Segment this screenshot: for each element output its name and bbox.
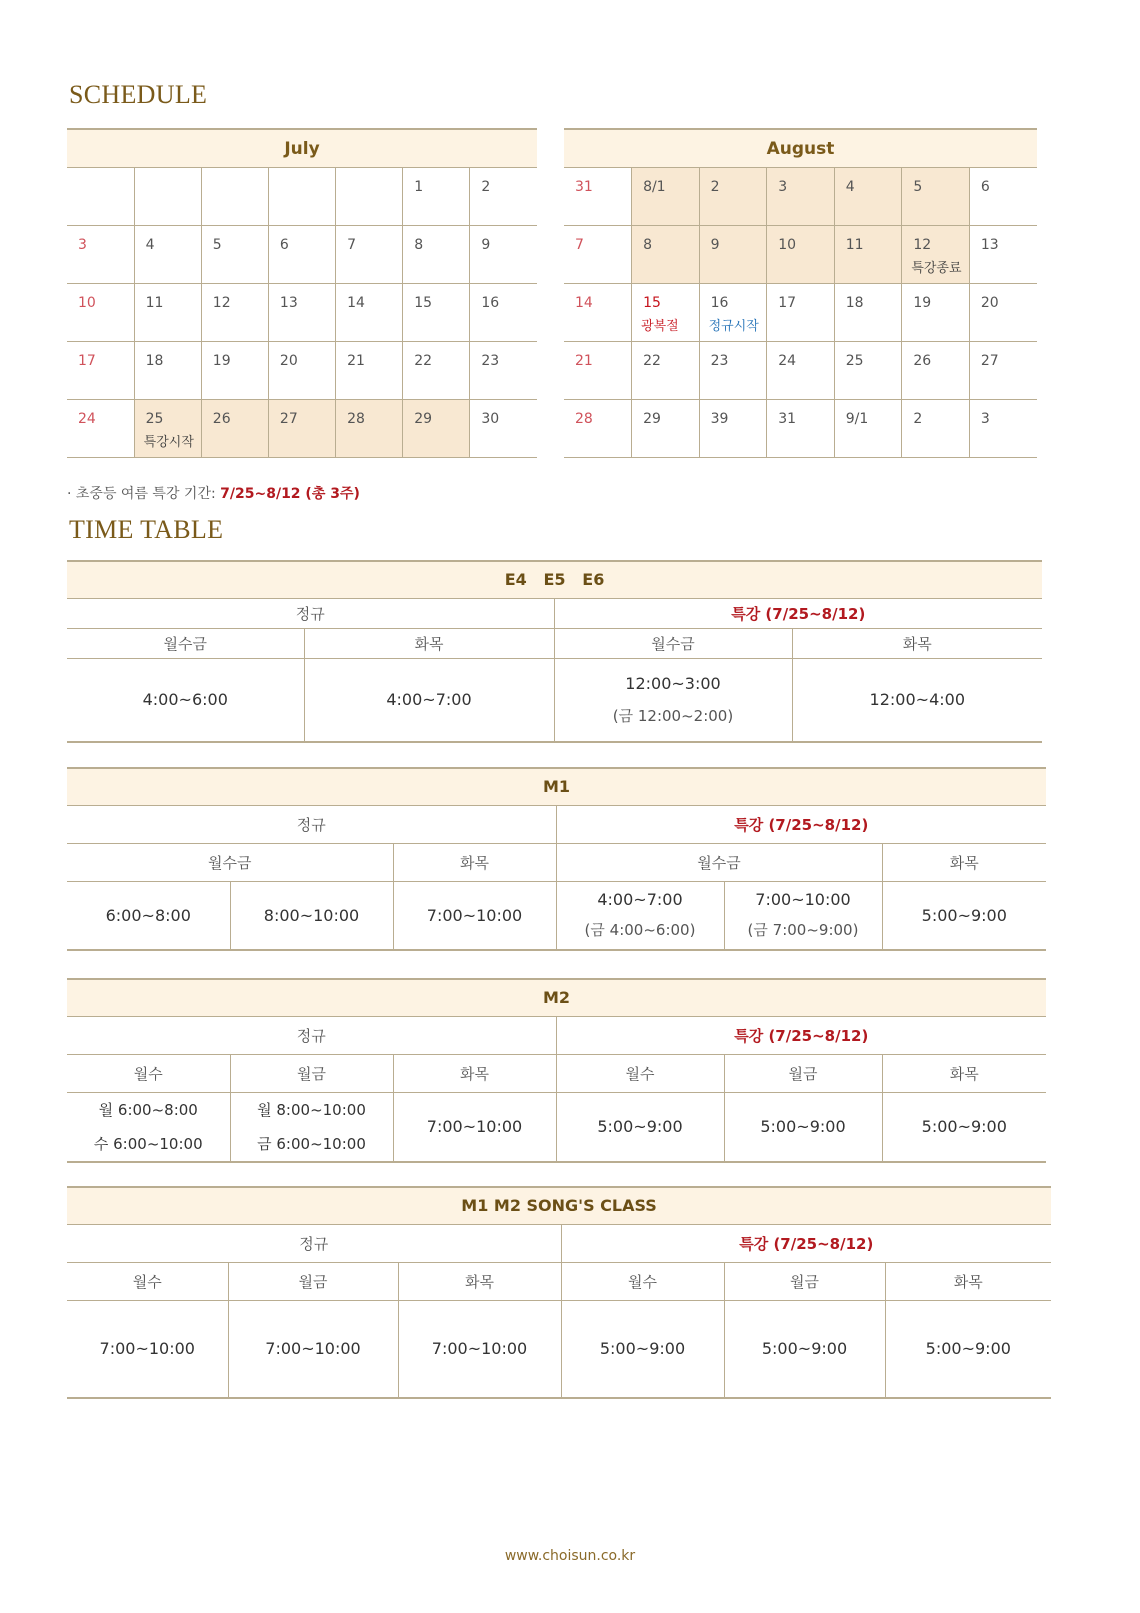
calendar-day-number: 3 <box>78 237 87 253</box>
calendar-day-cell <box>403 168 470 226</box>
calendar-day-cell <box>403 400 470 458</box>
calendar-day-cell <box>134 342 201 400</box>
calendar-week <box>67 226 537 284</box>
m1-time: 8:00~10:00 <box>230 881 393 950</box>
m2-time: 월 6:00~8:00 <box>98 1100 198 1119</box>
calendar-day-cell <box>67 284 134 342</box>
m1-regular: 정규 <box>67 805 556 843</box>
calendar-day-number: 21 <box>575 353 593 369</box>
calendar-day-cell <box>336 400 403 458</box>
calendar-week <box>564 342 1037 400</box>
calendar-day-number: 31 <box>778 411 797 427</box>
e456-time-cell <box>554 658 792 742</box>
calendar-day-number: 5 <box>913 179 923 195</box>
calendar-day-cell <box>969 342 1037 400</box>
calendar-day-cell <box>767 226 835 284</box>
calendar-day-cell <box>268 400 335 458</box>
calendar-day-cell <box>470 342 537 400</box>
calendar-day-number: 8 <box>643 237 652 253</box>
e456-title: E4 E5 E6 <box>67 561 1042 598</box>
calendar-day-number: 25 <box>845 353 864 369</box>
calendar-day-number: 12 <box>212 295 231 311</box>
calendar-day-cell <box>403 342 470 400</box>
calendar-day-number <box>202 168 268 179</box>
song-time: 7:00~10:00 <box>398 1300 561 1398</box>
period-value: 7/25~8/12 (총 3주) <box>220 486 360 502</box>
calendar-day-number: 12 <box>913 237 932 253</box>
song-time: 5:00~9:00 <box>561 1300 724 1398</box>
e456-time-friday: (금 12:00~2:00) <box>612 706 734 725</box>
e456-time: 12:00~3:00 <box>625 673 721 693</box>
calendar-day-cell <box>403 284 470 342</box>
calendar-day-cell <box>201 168 268 226</box>
song-day: 월수 <box>67 1262 228 1300</box>
calendar-day-cell <box>67 400 134 458</box>
calendar-day-cell <box>67 168 134 226</box>
calendar-day-cell <box>834 342 902 400</box>
calendar-day-number: 13 <box>279 295 298 311</box>
m1-special: 특강 (7/25~8/12) <box>556 805 1046 843</box>
period-label: · 초중등 여름 특강 기간: <box>67 486 221 502</box>
calendar-day-cell <box>564 284 632 342</box>
calendar-day-number: 2 <box>710 179 720 195</box>
calendar-day-cell <box>767 168 835 226</box>
calendar-day-number: 9 <box>710 237 720 253</box>
m2-time: 5:00~9:00 <box>724 1092 882 1162</box>
calendar-day-number: 11 <box>145 295 164 311</box>
calendar-day-note: 특강시작 <box>143 435 194 450</box>
m1-time: 6:00~8:00 <box>67 881 230 950</box>
calendar-day-number: 17 <box>778 295 797 311</box>
calendar-day-number: 5 <box>212 237 222 253</box>
calendar-day-number: 31 <box>575 179 593 195</box>
calendar-day-number: 7 <box>575 237 584 253</box>
schedule-title: SCHEDULE <box>69 80 208 109</box>
calendar-day-cell <box>834 226 902 284</box>
calendar-day-number: 27 <box>980 353 999 369</box>
calendar-day-cell <box>699 400 767 458</box>
calendar-day-number: 13 <box>980 237 999 253</box>
e456-special: 특강 (7/25~8/12) <box>554 598 1042 628</box>
calendar-day-cell <box>969 168 1037 226</box>
calendar-day-cell <box>134 284 201 342</box>
calendar-day-cell <box>699 284 767 342</box>
calendar-day-note: 광복절 <box>641 319 679 334</box>
m2-special: 특강 (7/25~8/12) <box>556 1016 1046 1054</box>
calendar-day-number: 16 <box>481 295 500 311</box>
calendar-day-cell <box>902 168 970 226</box>
calendar-week <box>564 168 1037 226</box>
calendar-day-cell <box>902 284 970 342</box>
calendar-day-number: 9/1 <box>845 411 869 427</box>
calendar-day-cell <box>902 400 970 458</box>
calendar-day-number: 28 <box>575 411 593 427</box>
calendar-day-cell <box>767 342 835 400</box>
calendar-day-number: 18 <box>145 353 164 369</box>
m1-time: 7:00~10:00 <box>755 890 851 910</box>
calendar-day-number: 8/1 <box>643 179 666 195</box>
calendar-day-number: 23 <box>710 353 729 369</box>
song-regular: 정규 <box>67 1224 561 1262</box>
calendar-day-number <box>336 168 402 179</box>
calendar-day-number: 17 <box>78 353 96 369</box>
calendar-week <box>67 400 537 458</box>
m1-time: 7:00~10:00 <box>393 881 556 950</box>
calendar-day-cell <box>767 284 835 342</box>
calendar-day-note: 정규시작 <box>708 319 759 334</box>
m2-day: 화목 <box>393 1054 556 1092</box>
calendar-day-number: 27 <box>279 411 298 427</box>
song-day: 월금 <box>228 1262 398 1300</box>
july-calendar <box>67 128 537 458</box>
timetable-title: TIME TABLE <box>69 515 224 544</box>
calendar-day-cell <box>134 168 201 226</box>
song-title: M1 M2 SONG'S CLASS <box>67 1187 1051 1224</box>
e456-day: 월수금 <box>67 628 304 658</box>
calendar-day-cell <box>201 342 268 400</box>
calendar-day-cell <box>767 400 835 458</box>
calendar-day-number: 24 <box>778 353 797 369</box>
m2-day: 월수 <box>556 1054 724 1092</box>
calendar-day-cell <box>699 342 767 400</box>
calendar-day-cell <box>632 168 700 226</box>
calendar-day-cell <box>969 226 1037 284</box>
m1-time-friday: (금 4:00~6:00) <box>584 921 696 940</box>
calendar-day-number: 3 <box>778 179 788 195</box>
song-special: 특강 (7/25~8/12) <box>561 1224 1051 1262</box>
calendar-day-number: 7 <box>347 237 356 253</box>
calendar-day-cell <box>403 226 470 284</box>
calendar-day-cell <box>67 226 134 284</box>
calendar-day-number: 19 <box>913 295 932 311</box>
calendar-day-number: 1 <box>414 179 424 195</box>
m2-time: 5:00~9:00 <box>882 1092 1046 1162</box>
e456-day: 월수금 <box>554 628 792 658</box>
calendar-day-cell <box>699 168 767 226</box>
calendar-week <box>67 284 537 342</box>
e456-time: 12:00~4:00 <box>792 658 1042 742</box>
calendar-day-cell <box>632 284 700 342</box>
calendar-day-number: 8 <box>414 237 424 253</box>
calendar-day-cell <box>632 342 700 400</box>
calendar-day-cell <box>268 226 335 284</box>
calendar-day-cell <box>134 226 201 284</box>
calendar-day-number: 15 <box>643 295 661 311</box>
calendar-day-cell <box>470 400 537 458</box>
august-calendar <box>564 128 1037 458</box>
calendar-day-cell <box>902 226 970 284</box>
calendar-day-cell <box>470 284 537 342</box>
calendar-day-number: 16 <box>710 295 729 311</box>
m1-time: 5:00~9:00 <box>882 881 1046 950</box>
e456-day: 화목 <box>304 628 554 658</box>
calendar-day-number: 2 <box>481 179 491 195</box>
m2-time: 월 8:00~10:00 <box>257 1100 366 1119</box>
calendar-day-number: 20 <box>980 295 999 311</box>
timetable-e456 <box>67 560 1042 743</box>
timetable-song-class <box>67 1186 1051 1399</box>
calendar-day-number: 26 <box>913 353 932 369</box>
calendar-day-number: 25 <box>145 411 164 427</box>
calendar-day-cell <box>201 284 268 342</box>
calendar-day-number: 11 <box>845 237 864 253</box>
calendar-day-number: 39 <box>710 411 729 427</box>
song-day: 월금 <box>724 1262 885 1300</box>
calendar-day-number: 9 <box>481 237 491 253</box>
e456-regular: 정규 <box>67 598 554 628</box>
calendar-day-number <box>67 168 134 179</box>
calendar-day-number: 22 <box>414 353 433 369</box>
calendar-week <box>67 168 537 226</box>
calendar-day-cell <box>336 226 403 284</box>
song-day: 화목 <box>885 1262 1051 1300</box>
footer-url[interactable]: www.choisun.co.kr <box>504 1548 636 1564</box>
song-day: 월수 <box>561 1262 724 1300</box>
calendar-day-number: 20 <box>279 353 298 369</box>
calendar-day-cell <box>834 284 902 342</box>
calendar-day-cell <box>67 342 134 400</box>
calendar-week <box>564 226 1037 284</box>
calendar-day-cell <box>470 226 537 284</box>
calendar-day-cell <box>268 168 335 226</box>
calendar-day-number: 18 <box>845 295 864 311</box>
calendar-day-cell <box>969 284 1037 342</box>
e456-time: 4:00~6:00 <box>67 658 304 742</box>
calendar-day-cell <box>969 400 1037 458</box>
song-day: 화목 <box>398 1262 561 1300</box>
calendar-day-number: 19 <box>212 353 231 369</box>
m2-time: 5:00~9:00 <box>556 1092 724 1162</box>
m1-time: 4:00~7:00 <box>597 890 683 910</box>
calendar-day-cell <box>268 342 335 400</box>
m2-title: M2 <box>67 979 1046 1016</box>
calendar-day-cell <box>336 342 403 400</box>
m1-day: 월수금 <box>67 843 393 881</box>
song-time: 5:00~9:00 <box>724 1300 885 1398</box>
calendar-day-number: 29 <box>414 411 433 427</box>
calendar-day-cell <box>268 284 335 342</box>
calendar-day-number: 3 <box>980 411 990 427</box>
m2-day: 월수 <box>67 1054 230 1092</box>
m2-time: 금 6:00~10:00 <box>257 1134 366 1153</box>
m2-day: 월금 <box>724 1054 882 1092</box>
m2-time: 수 6:00~10:00 <box>93 1134 203 1153</box>
calendar-day-cell <box>834 168 902 226</box>
m2-regular: 정규 <box>67 1016 556 1054</box>
calendar-day-cell <box>564 342 632 400</box>
m1-title: M1 <box>67 768 1046 805</box>
m1-day: 월수금 <box>556 843 882 881</box>
calendar-day-cell <box>470 168 537 226</box>
m2-time: 7:00~10:00 <box>393 1092 556 1162</box>
calendar-day-cell <box>201 400 268 458</box>
calendar-day-cell <box>336 168 403 226</box>
calendar-week <box>564 284 1037 342</box>
e456-time: 4:00~7:00 <box>304 658 554 742</box>
calendar-week <box>67 342 537 400</box>
august-month-label: August <box>564 129 1037 168</box>
calendar-day-cell <box>564 168 632 226</box>
timetable-m1 <box>67 767 1046 951</box>
calendar-day-number: 30 <box>481 411 500 427</box>
calendar-day-number: 21 <box>347 353 365 369</box>
timetable-m2 <box>67 978 1046 1163</box>
july-month-label: July <box>67 129 537 168</box>
calendar-day-number: 4 <box>845 179 855 195</box>
calendar-day-number: 15 <box>414 295 433 311</box>
calendar-day-cell <box>632 226 700 284</box>
calendar-day-cell <box>134 400 201 458</box>
m2-time-cell <box>230 1092 393 1162</box>
calendar-day-cell <box>632 400 700 458</box>
calendar-day-number: 6 <box>980 179 990 195</box>
calendar-day-number <box>135 168 201 179</box>
m2-day: 월금 <box>230 1054 393 1092</box>
song-time: 5:00~9:00 <box>885 1300 1051 1398</box>
calendar-day-cell <box>201 226 268 284</box>
calendar-day-cell <box>564 400 632 458</box>
calendar-day-number: 22 <box>643 353 661 369</box>
calendar-day-number: 24 <box>78 411 96 427</box>
calendar-day-cell <box>834 400 902 458</box>
calendar-day-number: 29 <box>643 411 661 427</box>
calendar-day-number: 2 <box>913 411 923 427</box>
song-time: 7:00~10:00 <box>67 1300 228 1398</box>
m1-day: 화목 <box>882 843 1046 881</box>
calendar-day-cell <box>564 226 632 284</box>
calendar-day-number: 23 <box>481 353 500 369</box>
special-period-note <box>67 483 360 503</box>
calendar-day-number: 26 <box>212 411 231 427</box>
calendar-day-number: 10 <box>78 295 96 311</box>
e456-day: 화목 <box>792 628 1042 658</box>
song-time: 7:00~10:00 <box>228 1300 398 1398</box>
m1-time-friday: (금 7:00~9:00) <box>747 921 859 940</box>
m1-time-cell <box>724 881 882 950</box>
m1-time-cell <box>556 881 724 950</box>
m2-time-cell <box>67 1092 230 1162</box>
calendar-day-note: 특강종료 <box>911 261 962 276</box>
calendar-day-cell <box>699 226 767 284</box>
calendar-week <box>564 400 1037 458</box>
m2-day: 화목 <box>882 1054 1046 1092</box>
calendar-day-number: 4 <box>145 237 155 253</box>
calendar-day-number <box>269 168 335 179</box>
calendar-day-number: 14 <box>575 295 593 311</box>
calendar-day-number: 10 <box>778 237 797 253</box>
m1-day: 화목 <box>393 843 556 881</box>
calendar-day-cell <box>902 342 970 400</box>
calendar-day-number: 14 <box>347 295 365 311</box>
calendar-day-cell <box>336 284 403 342</box>
calendar-day-number: 6 <box>279 237 289 253</box>
calendar-day-number: 28 <box>347 411 365 427</box>
